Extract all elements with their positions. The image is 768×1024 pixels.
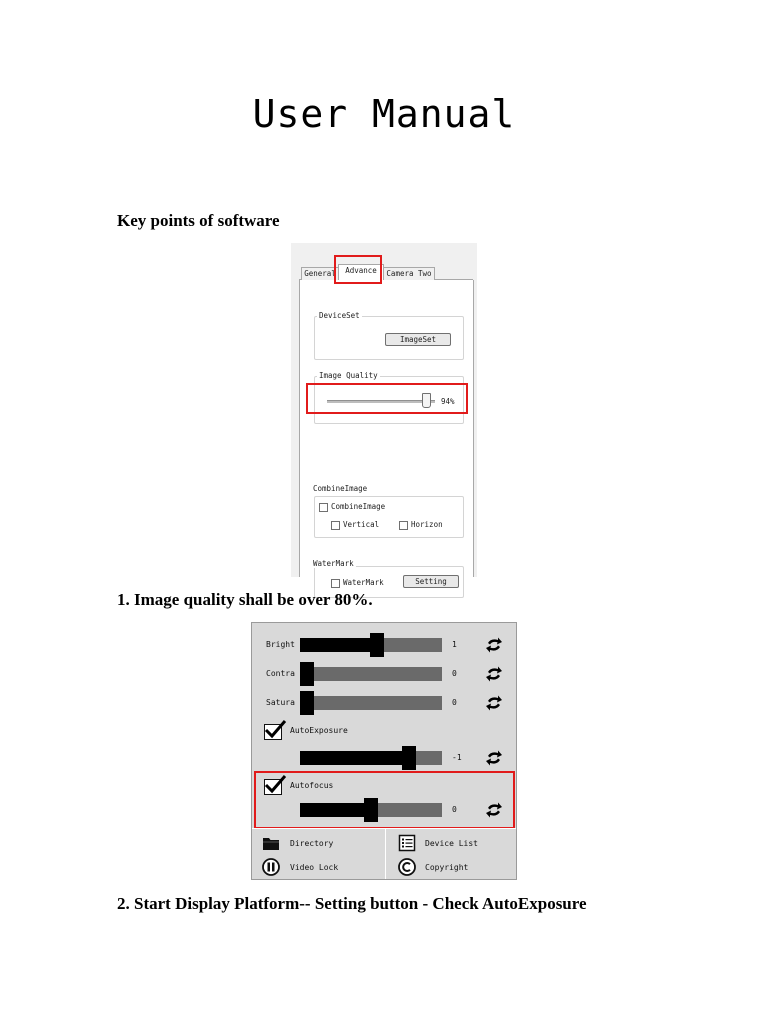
watermark-checkbox-label: WaterMark — [343, 578, 384, 587]
camera-controls-screenshot — [251, 622, 517, 880]
advance-tab-pane — [299, 280, 474, 587]
advance-tab-highlight — [334, 255, 382, 284]
caption-image-quality: 1. Image quality shall be over 80%. — [117, 590, 373, 609]
document-title: User Manual — [252, 92, 516, 136]
image-quality-label: Image Quality — [319, 371, 378, 380]
combineimage-group-label: CombineImage — [313, 484, 368, 493]
watermark-setting-button[interactable]: Setting — [403, 575, 459, 588]
device-list-button[interactable]: Device List — [425, 839, 478, 848]
bright-refresh-icon[interactable] — [485, 636, 503, 654]
bright-slider-fill — [300, 638, 377, 652]
video-lock-button[interactable]: Video Lock — [290, 863, 339, 872]
deviceset-label: DeviceSet — [319, 311, 360, 320]
watermark-group-label: WaterMark — [313, 559, 354, 568]
vertical-checkbox[interactable] — [331, 521, 340, 530]
autofocus-label: Autofocus — [290, 781, 334, 790]
horizon-checkbox[interactable] — [399, 521, 408, 530]
bright-value: 1 — [452, 640, 457, 649]
bright-slider-thumb[interactable] — [370, 633, 384, 657]
quality-value: 94% — [441, 397, 455, 406]
exposure-value: -1 — [452, 753, 462, 762]
bright-slider[interactable] — [300, 638, 442, 652]
horizon-label: Horizon — [411, 520, 443, 529]
saturation-slider[interactable] — [300, 696, 442, 710]
toolbar-divider — [385, 828, 386, 879]
combineimage-checkbox[interactable] — [319, 503, 328, 512]
section-heading: Key points of software — [117, 211, 280, 230]
settings-panel-screenshot — [291, 243, 477, 587]
contrast-slider-thumb[interactable] — [300, 662, 314, 686]
autoexposure-label: AutoExposure — [290, 726, 348, 735]
saturation-label: Satura — [266, 698, 295, 707]
directory-button[interactable]: Directory — [290, 839, 334, 848]
contrast-value: 0 — [452, 669, 457, 678]
copyright-icon[interactable] — [398, 858, 416, 876]
exposure-slider[interactable] — [300, 751, 442, 765]
watermark-checkbox[interactable] — [331, 579, 340, 588]
saturation-refresh-icon[interactable] — [485, 694, 503, 712]
autofocus-highlight — [254, 771, 515, 829]
pause-icon[interactable] — [262, 858, 280, 876]
saturation-value: 0 — [452, 698, 457, 707]
exposure-slider-fill — [300, 751, 409, 765]
contrast-slider[interactable] — [300, 667, 442, 681]
caption-autoexposure: 2. Start Display Platform-- Setting button - Check AutoExposure — [117, 894, 587, 913]
copyright-button[interactable]: Copyright — [425, 863, 469, 872]
saturation-slider-thumb[interactable] — [300, 691, 314, 715]
autoexposure-checkbox[interactable] — [264, 724, 282, 740]
checkmark-icon — [264, 719, 286, 739]
exposure-slider-thumb[interactable] — [402, 746, 416, 770]
deviceset-group — [314, 311, 464, 360]
contrast-refresh-icon[interactable] — [485, 665, 503, 683]
image-quality-highlight — [306, 383, 468, 414]
tab-general[interactable]: General — [301, 267, 339, 280]
imageset-button[interactable]: ImageSet — [385, 333, 451, 346]
list-icon[interactable] — [398, 834, 416, 852]
folder-icon[interactable] — [262, 834, 280, 852]
combineimage-checkbox-label: CombineImage — [331, 502, 386, 511]
tab-camera-two[interactable]: Camera Two — [383, 267, 435, 280]
exposure-refresh-icon[interactable] — [485, 749, 503, 767]
vertical-label: Vertical — [343, 520, 380, 529]
contrast-label: Contra — [266, 669, 295, 678]
combineimage-group — [313, 484, 464, 538]
bright-label: Bright — [266, 640, 295, 649]
focus-value: 0 — [452, 805, 457, 814]
tab-advance[interactable]: Advance — [338, 264, 384, 281]
